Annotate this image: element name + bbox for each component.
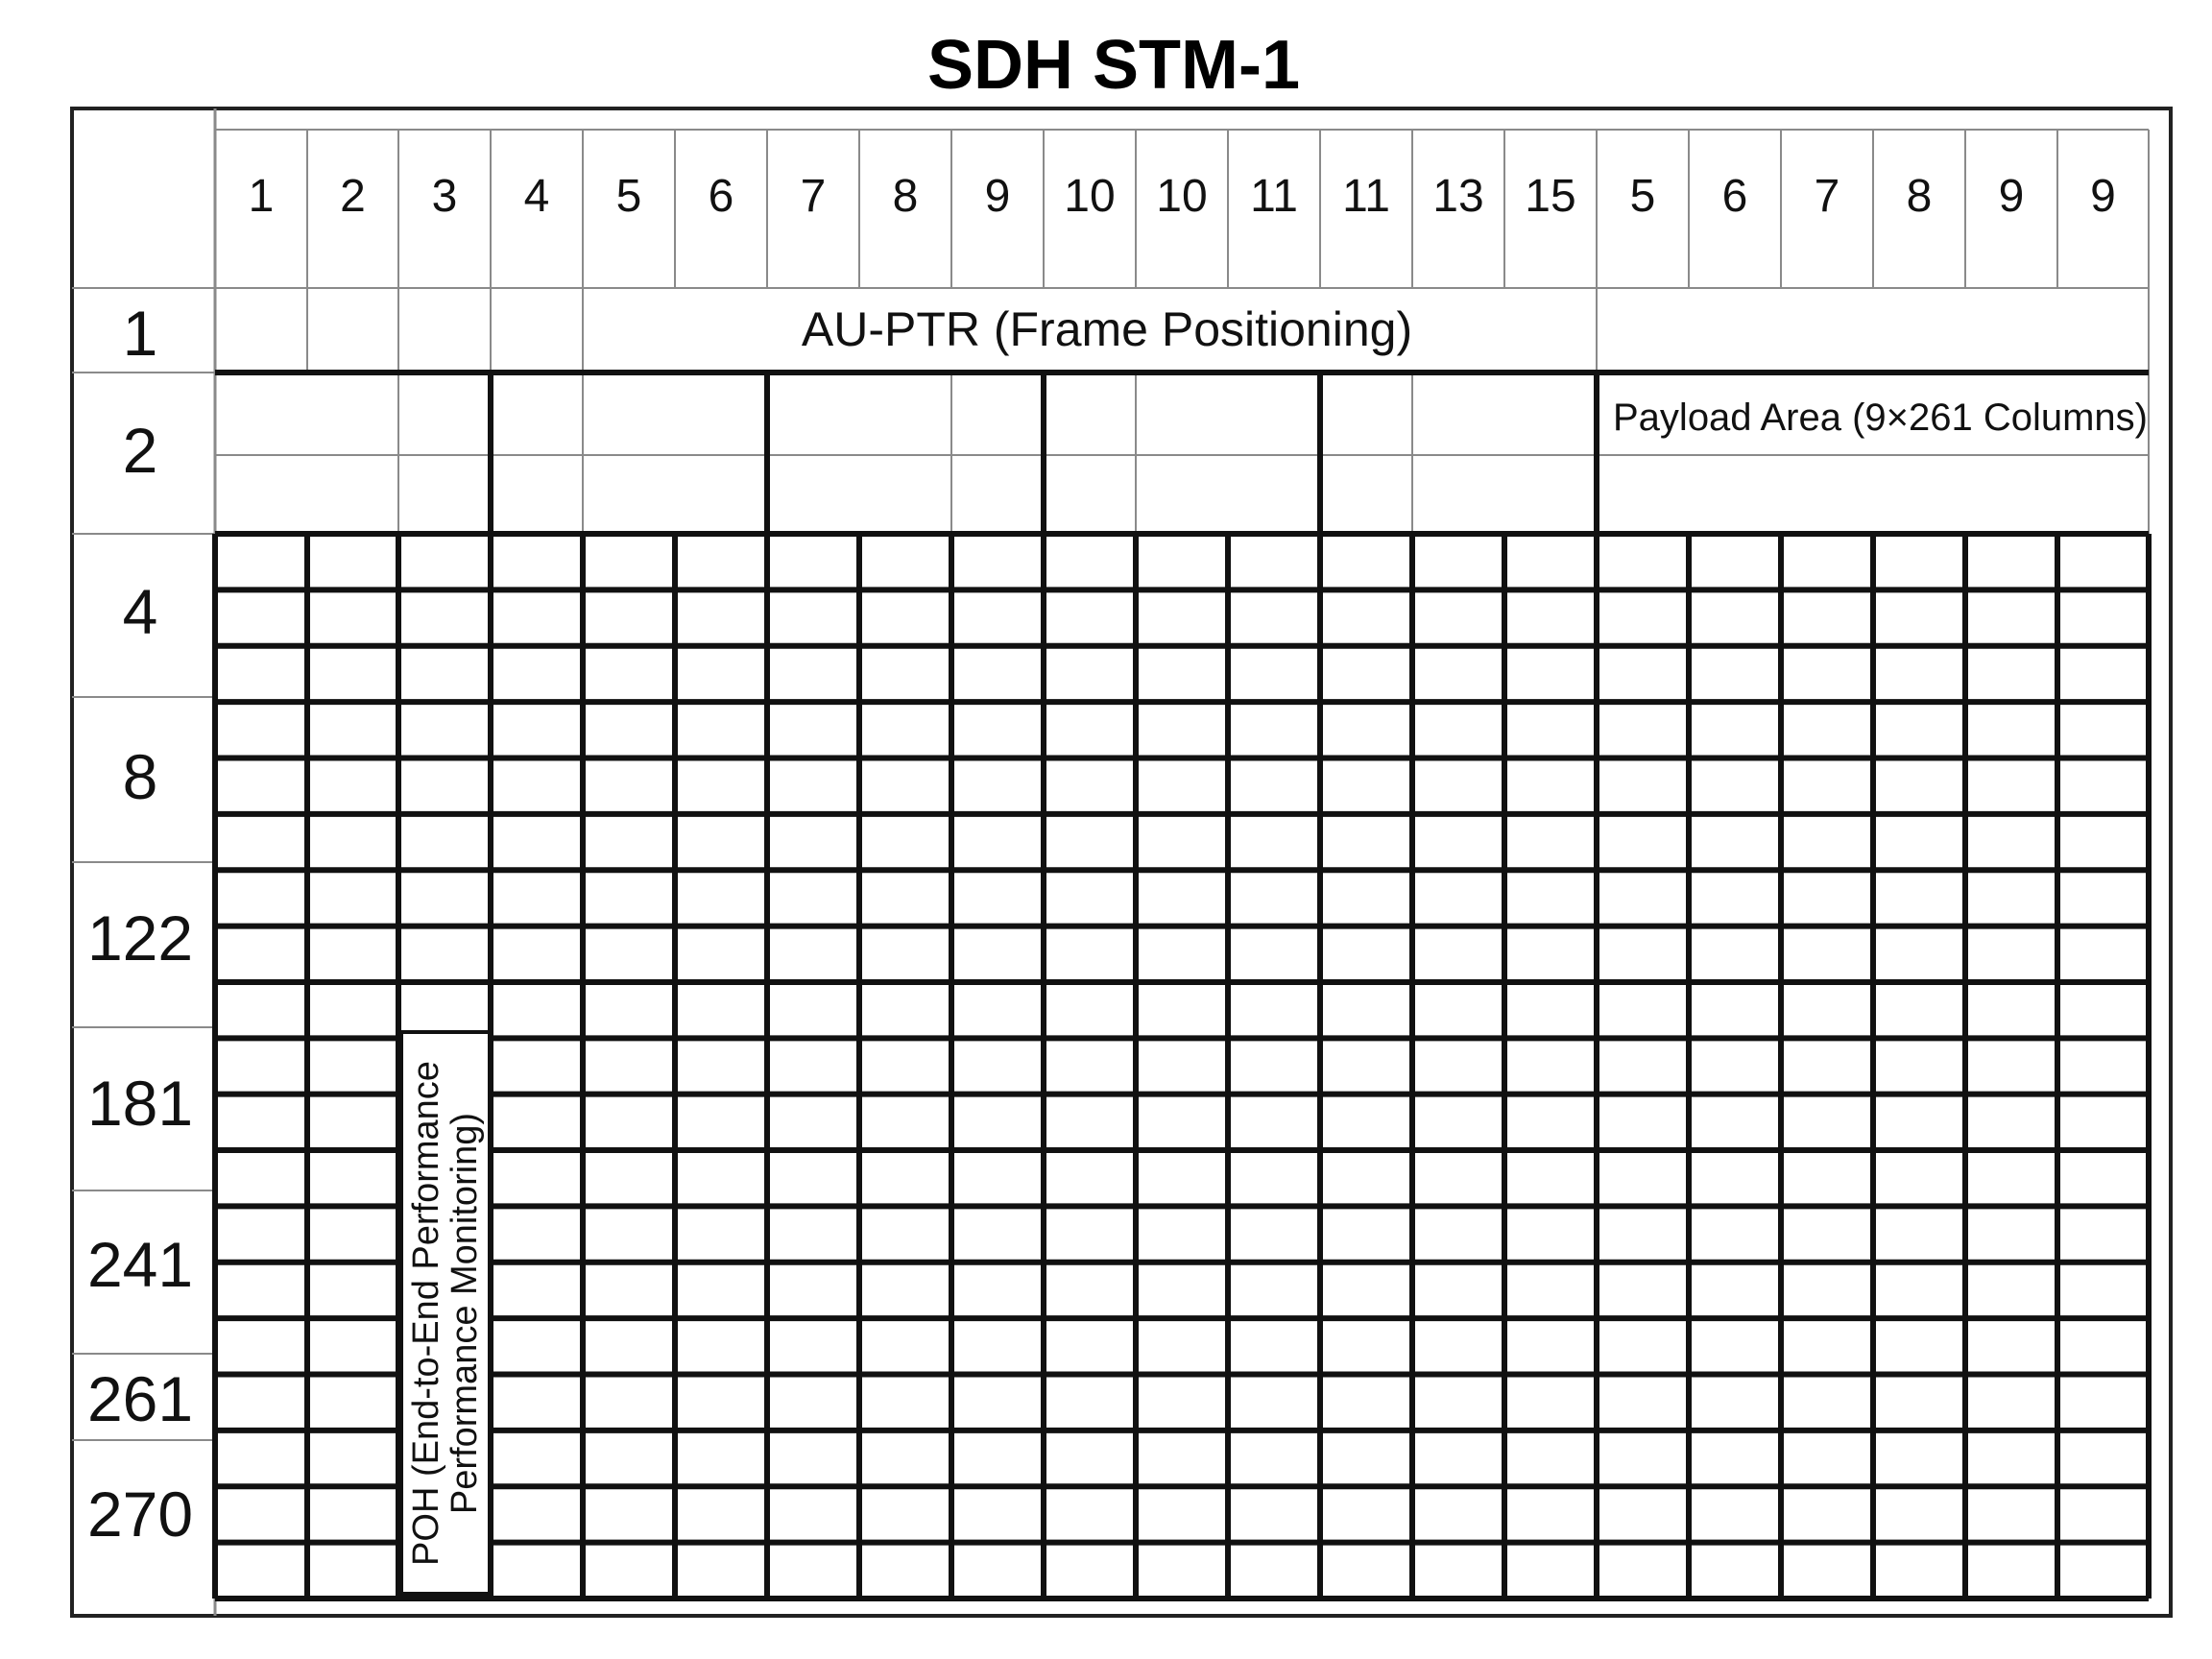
column-header-label: 9 <box>1998 171 2025 222</box>
column-header-label: 9 <box>2090 171 2116 222</box>
column-header-label: 4 <box>523 171 550 222</box>
row-label-column <box>87 298 193 1550</box>
column-header-label: 8 <box>892 171 919 222</box>
poh-label-line2: Performance Monitoring) <box>445 1112 485 1515</box>
column-header-label: 5 <box>1629 171 1656 222</box>
poh-label-line1: POH (End-to-End Performance <box>406 1061 446 1566</box>
row-label: 8 <box>122 741 158 812</box>
au-ptr-label: AU-PTR (Frame Positioning) <box>801 302 1413 356</box>
row-label: 241 <box>86 1229 194 1300</box>
column-header-label: 2 <box>340 171 366 222</box>
column-header-label: 11 <box>1342 171 1390 222</box>
row-label: 181 <box>86 1068 194 1139</box>
row-label: 270 <box>86 1479 194 1550</box>
column-header-label: 9 <box>984 171 1011 222</box>
payload-area-label: Payload Area (9×261 Columns) <box>1613 397 2148 439</box>
column-header-label: 15 <box>1525 171 1576 222</box>
column-header-label: 10 <box>1156 171 1208 222</box>
column-header-label: 6 <box>1721 171 1748 222</box>
column-header-row <box>249 171 2116 222</box>
column-header-label: 13 <box>1432 171 1484 222</box>
row-label: 122 <box>86 902 194 974</box>
row-label: 1 <box>122 298 158 369</box>
row-label: 2 <box>122 415 158 486</box>
row-label: 4 <box>122 576 158 647</box>
row-label: 261 <box>86 1363 194 1434</box>
column-header-label: 8 <box>1906 171 1933 222</box>
column-header-label: 5 <box>615 171 642 222</box>
column-header-label: 6 <box>708 171 734 222</box>
column-header-label: 3 <box>431 171 458 222</box>
column-header-label: 7 <box>800 171 827 222</box>
column-header-label: 11 <box>1250 171 1298 222</box>
column-header-label: 1 <box>248 171 275 222</box>
column-header-label: 10 <box>1064 171 1116 222</box>
column-header-label: 7 <box>1814 171 1840 222</box>
thick-grid-lines <box>215 373 2149 1599</box>
diagram-title: SDH STM-1 <box>926 27 1301 104</box>
